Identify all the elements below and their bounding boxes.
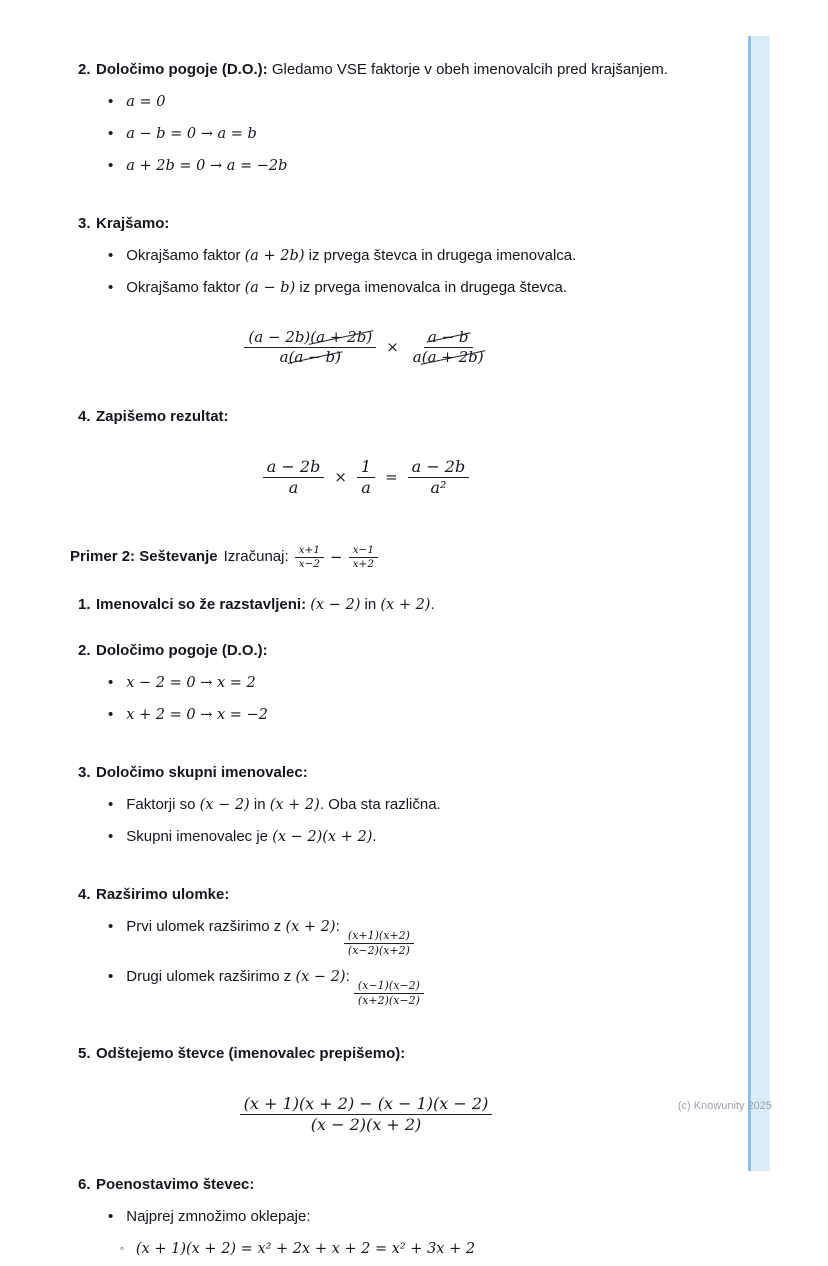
math-expression: a = 0 [126, 94, 166, 110]
numerator: a − 2b [408, 457, 470, 478]
fraction [263, 457, 325, 498]
denominator: x+2 [352, 557, 375, 570]
step-body [96, 1042, 695, 1147]
math-expression: (x + 2) [285, 918, 336, 935]
sub-bullet-item [120, 1237, 695, 1262]
numerator: (x + 1)(x + 2) − (x − 1)(x − 2) [240, 1094, 493, 1115]
step-item-p2-2 [70, 639, 695, 735]
bullet-marker: • [108, 968, 114, 986]
bullet-marker: • [108, 279, 114, 296]
math-expression: (x + 2) [269, 796, 320, 813]
bullet-text: Drugi ulomek razširimo z (x − 2): $\frac{(x-1)(x-2)}{(x+2)(x-2)}$ [126, 965, 424, 1008]
bullet-list [96, 671, 695, 727]
step-item-2 [70, 58, 695, 186]
bullet-item [108, 965, 695, 1008]
page-edge-stripe [748, 36, 770, 1171]
step-number: 2. [78, 61, 91, 78]
bullet-list [96, 915, 695, 1008]
step-number: 2. [78, 641, 91, 659]
formula-subtraction [96, 1094, 636, 1135]
bullet-item [108, 793, 695, 817]
step-body [96, 639, 695, 735]
bullet-list [96, 90, 695, 178]
sub-bullet-marker: ◦ [120, 1242, 124, 1255]
copyright-watermark: (c) Knowunity 2025 [677, 1100, 772, 1112]
bullet-item [108, 90, 695, 114]
math-expression: (x − 2) [310, 596, 361, 613]
numerator: x+1 [295, 544, 324, 558]
times-operator: × [386, 338, 399, 357]
step-title: Krajšamo: [96, 215, 170, 232]
example-2-heading [70, 544, 695, 571]
step-item-4 [70, 405, 695, 510]
step-item-p2-3 [70, 761, 695, 857]
step-heading: Imenovalci so že razstavljeni: (x − 2) in (x + 2). [96, 595, 435, 613]
denominator: a [361, 477, 371, 497]
document-content [70, 58, 695, 1266]
step-text: Gledamo VSE faktorje v obeh imenovalcih pred krajšanjem. [271, 61, 668, 78]
cancelled-factor: (a − b) [288, 347, 341, 366]
step-body [96, 58, 695, 186]
math-expression: (x − 2)(x + 2) [272, 828, 373, 845]
bullet-marker: • [108, 827, 114, 845]
fraction [349, 544, 378, 571]
bullet-marker: • [108, 93, 114, 110]
numerator: x−1 [349, 544, 378, 558]
sub-bullet-list [96, 1237, 695, 1262]
math-expression: (a − b) [244, 280, 296, 296]
step-title: Poenostavimo števec: [96, 1175, 255, 1193]
numerator: 1 [357, 457, 375, 478]
bullet-marker: • [108, 125, 114, 142]
equals-sign: = [385, 468, 398, 486]
step-heading [96, 58, 695, 82]
formula-cancellation [96, 328, 636, 367]
step-number: 1. [78, 595, 91, 613]
math-expression: (x − 2) [295, 969, 346, 986]
denominator: (x−2)(x+2) [347, 943, 410, 957]
numerator: (a − 2b)(a + 2b) [244, 328, 376, 348]
cancelled-factor: a − b [427, 328, 469, 346]
fraction [344, 929, 414, 958]
math-expression: (x + 1)(x + 2) = x² + 2x + x + 2 = x² + 3x + 2 [135, 1240, 476, 1257]
formula-result [96, 457, 636, 498]
step-body [96, 883, 695, 1016]
numerator: (x+1)(x+2) [344, 929, 414, 944]
fraction [408, 457, 470, 498]
math-expression: a + 2b = 0 → a = −2b [126, 158, 288, 174]
math-expression: a − b = 0 → a = b [126, 126, 257, 142]
bullet-text: Okrajšamo faktor (a + 2b) iz prvega števca in drugega imenovalca. [126, 247, 577, 264]
step-title: Imenovalci so že razstavljeni: [96, 595, 307, 613]
math-expression: x − 2 = 0 → x = 2 [126, 674, 256, 691]
bullet-item [108, 154, 695, 178]
bullet-item [108, 122, 695, 146]
step-title: Zapišemo rezultat: [96, 407, 229, 425]
step-number: 3. [78, 763, 91, 781]
fraction [357, 457, 375, 498]
step-title: Odštejemo števce (imenovalec prepišemo): [96, 1044, 406, 1062]
step-body [96, 405, 695, 510]
denominator: a² [430, 477, 447, 497]
step-heading [96, 761, 695, 785]
bullet-text: Prvi ulomek razširimo z (x + 2): $\frac{(x+1)(x+2)}{(x-2)(x+2)}$ [126, 915, 414, 958]
step-title: Razširimo ulomke: [96, 885, 230, 903]
math-expression: (a + 2b) [244, 248, 305, 264]
denominator: x−2 [298, 557, 321, 570]
bullet-marker: • [108, 247, 114, 264]
math-expression: (x − 2) [199, 796, 250, 813]
step-heading [96, 1173, 695, 1197]
fraction [244, 328, 376, 367]
bullet-list [96, 244, 695, 300]
denominator: a(a + 2b) [412, 347, 484, 366]
step-number: 3. [78, 215, 91, 232]
step-body [96, 593, 695, 617]
step-title: Določimo pogoje (D.O.): [96, 641, 268, 659]
step-heading [96, 212, 695, 236]
step-title: Določimo skupni imenovalec: [96, 763, 308, 781]
bullet-list [96, 793, 695, 849]
bullet-marker: • [108, 705, 114, 723]
fraction [409, 328, 488, 367]
example-title: Primer 2: Seštevanje [70, 548, 218, 566]
math-expression: x + 2 = 0 → x = −2 [126, 706, 268, 723]
step-number: 5. [78, 1044, 91, 1062]
step-body [96, 212, 695, 379]
step-item-p2-4 [70, 883, 695, 1016]
denominator: (x − 2)(x + 2) [310, 1114, 422, 1134]
bullet-text: Skupni imenovalec je (x − 2)(x + 2). [126, 827, 377, 845]
times-operator: × [334, 468, 347, 486]
numerator: a − 2b [263, 457, 325, 478]
cancelled-factor: (a + 2b) [310, 328, 373, 346]
task-label: Izračunaj: [223, 548, 289, 566]
bullet-item [108, 671, 695, 695]
bullet-item [108, 1205, 695, 1229]
bullet-item [108, 244, 695, 268]
denominator: a(a − b) [279, 347, 341, 366]
denominator: (x+2)(x−2) [357, 994, 420, 1007]
bullet-text: Najprej zmnožimo oklepaje: [126, 1207, 311, 1225]
step-number: 6. [78, 1175, 91, 1193]
bullet-marker: • [108, 157, 114, 174]
step-item-p2-1 [70, 593, 695, 617]
bullet-item [108, 276, 695, 300]
bullet-marker: • [108, 1207, 114, 1225]
step-item-3 [70, 212, 695, 379]
bullet-list [96, 1205, 695, 1229]
fraction [295, 544, 324, 571]
fraction [354, 979, 424, 1008]
step-heading [96, 1042, 695, 1066]
bullet-marker: • [108, 673, 114, 691]
fraction [240, 1094, 493, 1135]
bullet-marker: • [108, 795, 114, 813]
step-heading [96, 883, 695, 907]
minus-operator: − [330, 548, 343, 567]
step-item-p2-6 [70, 1173, 695, 1266]
bullet-item [108, 915, 695, 958]
bullet-text: Faktorji so (x − 2) in (x + 2). Oba sta različna. [126, 795, 441, 813]
denominator: a [288, 477, 299, 497]
step-item-p2-5 [70, 1042, 695, 1147]
step-number: 4. [78, 407, 91, 425]
bullet-item [108, 825, 695, 849]
bullet-item [108, 703, 695, 727]
step-body [96, 1173, 695, 1266]
bullet-text: Okrajšamo faktor (a − b) iz prvega imenovalca in drugega števca. [126, 279, 568, 296]
step-body [96, 761, 695, 857]
step-title: Določimo pogoje (D.O.): [96, 61, 268, 78]
step-heading [96, 405, 695, 429]
step-heading [96, 639, 695, 663]
cancelled-factor: (a + 2b) [421, 347, 484, 366]
numerator [424, 328, 473, 348]
numerator: (x−1)(x−2) [354, 979, 424, 994]
math-expression: (x + 2) [380, 596, 431, 613]
bullet-marker: • [108, 917, 114, 935]
step-number: 4. [78, 885, 91, 903]
